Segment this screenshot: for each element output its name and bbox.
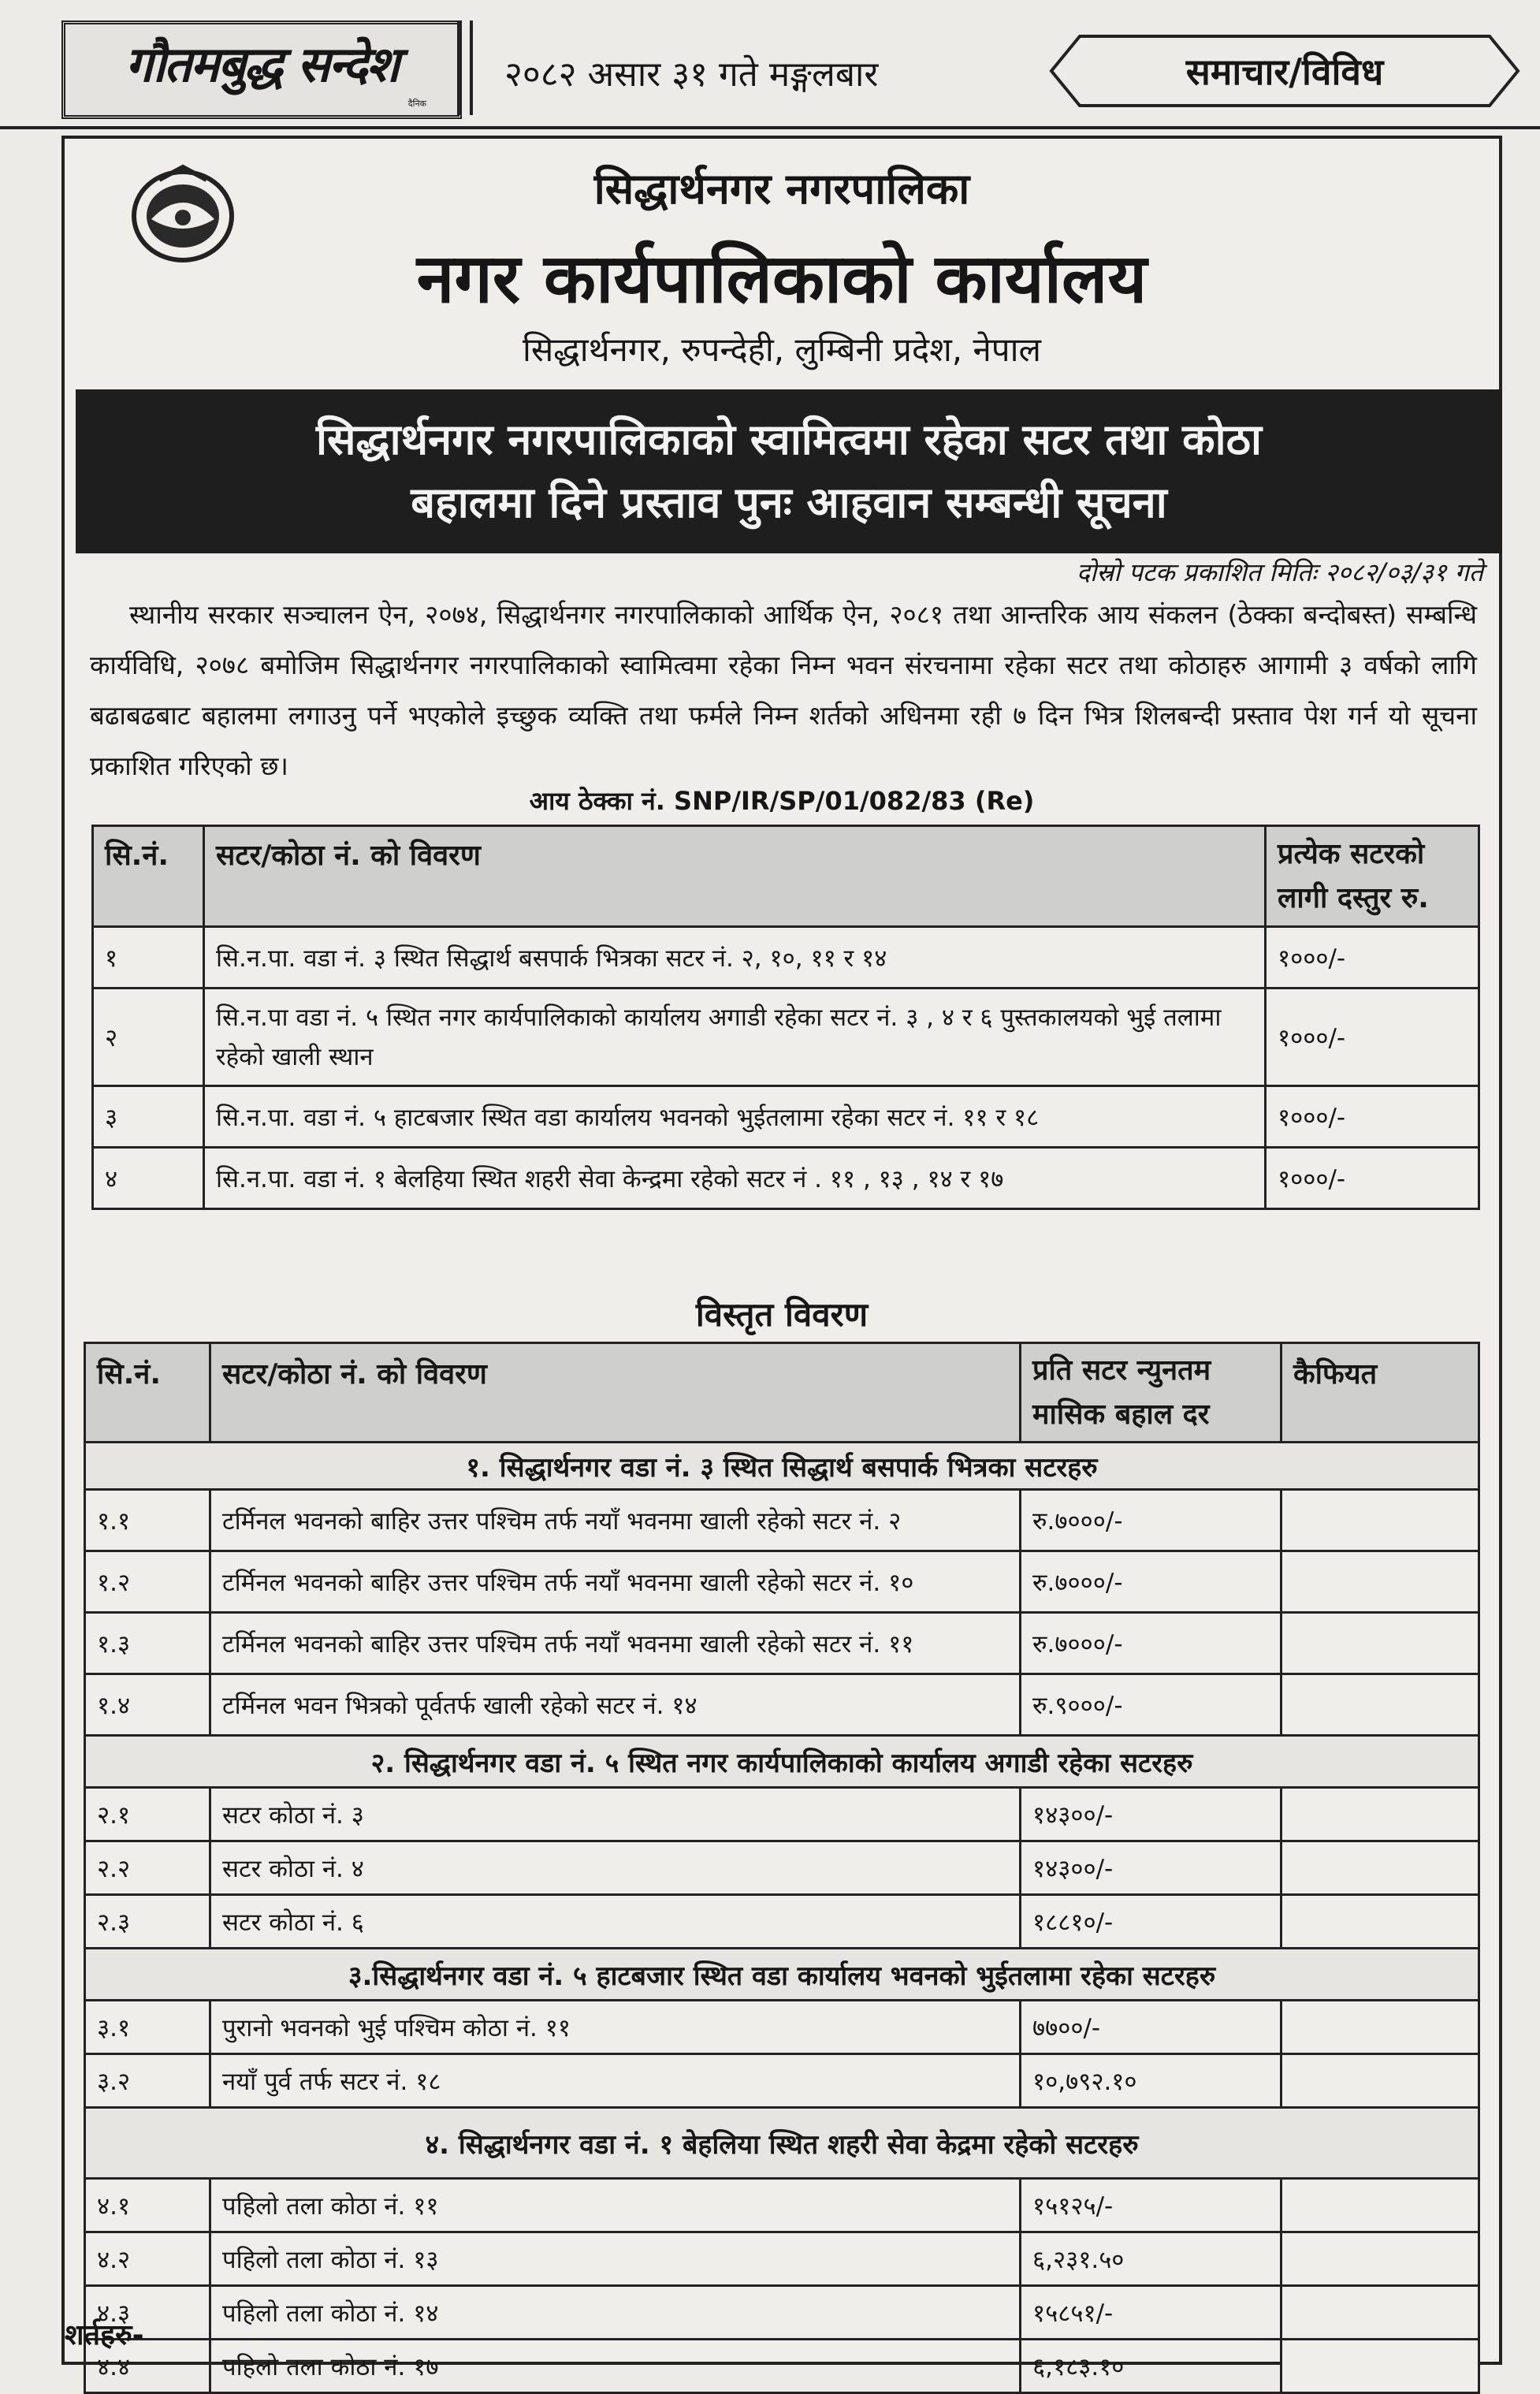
- rent-rate: रु.७०००/-: [1021, 1551, 1281, 1613]
- rent-remark: [1281, 2340, 1479, 2393]
- rent-remark: [1281, 2232, 1479, 2286]
- rent-sn: १.३: [85, 1613, 210, 1674]
- rent-remark: [1281, 1490, 1479, 1551]
- rent-table-header-sn: सि.नं.: [85, 1343, 210, 1443]
- notice-title-banner: [76, 389, 1502, 553]
- fee-table-header-row: [93, 826, 1479, 927]
- issue-date: २०८२ असार ३१ गते मङ्गलबार: [504, 54, 879, 95]
- table-row: [93, 1086, 1479, 1148]
- rent-desc: पहिलो तला कोठा नं. ११: [210, 2179, 1021, 2232]
- terms-heading: शर्तहरु-: [65, 2319, 144, 2351]
- office-address: सिद्धार्थनगर, रुपन्देही, लुम्बिनी प्रदेश, नेपाल: [522, 330, 1042, 369]
- table-row: [85, 1841, 1479, 1895]
- rent-rate: १०,७९२.१०: [1021, 2054, 1281, 2108]
- rent-sn: २.२: [85, 1841, 210, 1895]
- group-row: [85, 1736, 1479, 1788]
- table-row: [93, 989, 1479, 1086]
- group-title: ४. सिद्धार्थनगर वडा नं. १ बेहलिया स्थित शहरी सेवा केद्रमा रहेको सटरहरु: [85, 2108, 1479, 2179]
- rent-sn: २.३: [85, 1895, 210, 1949]
- rent-desc: टर्मिनल भवनको बाहिर उत्तर पश्चिम तर्फ नयाँ भवनमा खाली रहेको सटर नं. १०: [210, 1551, 1021, 1613]
- fee-desc: सि.न.पा वडा नं. ५ स्थित नगर कार्यपालिकाको कार्यालय अगाडी रहेका सटर नं. ३ , ४ र ६ पुस्तकालयको भुई तलामा रहेको खाली स्थान: [204, 989, 1266, 1086]
- rent-table-header-remark: कैफियत: [1281, 1343, 1479, 1443]
- newspaper-logo-sub: दैनिक: [407, 99, 426, 109]
- rent-sn: ४.३: [85, 2286, 210, 2340]
- rent-table-header-rate: प्रति सटर न्युनतम मासिक बहाल दर: [1021, 1343, 1281, 1443]
- fee-amount: १०००/-: [1266, 1148, 1479, 1209]
- fee-sn: ४: [93, 1148, 204, 1209]
- detail-section-title: विस्तृत विवरण: [695, 1295, 869, 1334]
- table-row: [93, 927, 1479, 989]
- table-row: [85, 1551, 1479, 1613]
- rent-sn: १.४: [85, 1674, 210, 1736]
- table-row: [85, 1895, 1479, 1949]
- notice-intro-paragraph: स्थानीय सरकार सञ्चालन ऐन, २०७४, सिद्धार्थनगर नगरपालिकाको आर्थिक ऐन, २०८१ तथा आन्तरिक आय संकलन (ठेक्का बन्दोबस्त) सम्बन्धि कार्यविधि, २०७८ बमोजिम सिद्धार्थनगर नगरपालिकाको स्वामित्वमा रहेका निम्न भवन संरचनामा रहेका सटर तथा कोठाहरु आगामी ३ वर्षको लागि बढाबढबाट बहालमा लगाउनु पर्ने भएकोले इच्छुक व्यक्ति तथा फर्मले निम्न शर्तको अधिनमा रही ७ दिन भित्र शिलबन्दी प्रस्ताव पेश गर्न यो सूचना प्रकाशित गरिएको छ।: [90, 599, 1477, 781]
- rent-remark: [1281, 1674, 1479, 1736]
- table-row: [85, 2286, 1479, 2340]
- fee-sn: ३: [93, 1086, 204, 1148]
- table-row: [85, 2232, 1479, 2286]
- group-title: ३.सिद्धार्थनगर वडा नं. ५ हाटबजार स्थित वडा कार्यालय भवनको भुईतलामा रहेका सटरहरु: [85, 1949, 1479, 2001]
- fee-desc: सि.न.पा. वडा नं. ३ स्थित सिद्धार्थ बसपार्क भित्रका सटर नं. २, १०, ११ र १४: [204, 927, 1266, 989]
- office-name: नगर कार्यपालिकाको कार्यालय: [416, 240, 1148, 318]
- fee-table-header-sn: सि.नं.: [93, 826, 204, 927]
- group-row: [85, 1949, 1479, 2001]
- rent-remark: [1281, 2179, 1479, 2232]
- rent-remark: [1281, 1613, 1479, 1674]
- fee-sn: १: [93, 927, 204, 989]
- rent-rate: १५८५१/-: [1021, 2286, 1281, 2340]
- masthead-divider: [457, 20, 473, 115]
- section-tag-label: समाचार/विविध: [1185, 50, 1384, 93]
- rent-desc: टर्मिनल भवनको बाहिर उत्तर पश्चिम तर्फ नयाँ भवनमा खाली रहेको सटर नं. २: [210, 1490, 1021, 1551]
- rent-desc: सटर कोठा नं. ६: [210, 1895, 1021, 1949]
- group-title: १. सिद्धार्थनगर वडा नं. ३ स्थित सिद्धार्थ बसपार्क भित्रका सटरहरु: [85, 1443, 1479, 1490]
- notice-title-line2: बहालमा दिने प्रस्ताव पुनः आहवान सम्बन्धी सूचना: [411, 478, 1167, 527]
- newspaper-masthead: [0, 0, 1540, 129]
- table-row: [85, 2179, 1479, 2232]
- rent-remark: [1281, 1788, 1479, 1841]
- table-row: [93, 1148, 1479, 1209]
- rent-sn: ४.२: [85, 2232, 210, 2286]
- rent-sn: ३.१: [85, 2001, 210, 2054]
- rent-sn: २.१: [85, 1788, 210, 1841]
- rent-sn: ३.२: [85, 2054, 210, 2108]
- rent-rate: १४३००/-: [1021, 1841, 1281, 1895]
- rent-desc: टर्मिनल भवनको बाहिर उत्तर पश्चिम तर्फ नयाँ भवनमा खाली रहेको सटर नं. ११: [210, 1613, 1021, 1674]
- rent-sn: १.१: [85, 1490, 210, 1551]
- rent-sn: १.२: [85, 1551, 210, 1613]
- rent-remark: [1281, 2286, 1479, 2340]
- rent-rate: १८८१०/-: [1021, 1895, 1281, 1949]
- fee-desc: सि.न.पा. वडा नं. १ बेलहिया स्थित शहरी सेवा केन्द्रमा रहेको सटर नं . ११ , १३ , १४ र १७: [204, 1148, 1266, 1209]
- fee-desc: सि.न.पा. वडा नं. ५ हाटबजार स्थित वडा कार्यालय भवनको भुईतलामा रहेका सटर नं. ११ र १८: [204, 1086, 1266, 1148]
- rent-remark: [1281, 1841, 1479, 1895]
- rent-desc: सटर कोठा नं. ४: [210, 1841, 1021, 1895]
- group-row: [85, 1443, 1479, 1490]
- publication-date: दोस्रो पटक प्रकाशित मितिः २०८२/०३/३१ गते: [1077, 557, 1483, 587]
- tender-number: आय ठेक्का नं. SNP/IR/SP/01/082/83 (Re): [529, 786, 1035, 816]
- rent-table-header-row: [85, 1343, 1479, 1443]
- newspaper-logo-text: गौतमबुद्ध सन्देश: [125, 35, 399, 93]
- table-row: [85, 1490, 1479, 1551]
- public-notice: [61, 136, 1502, 2381]
- group-title: २. सिद्धार्थनगर वडा नं. ५ स्थित नगर कार्यपालिकाको कार्यालय अगाडी रहेका सटरहरु: [85, 1736, 1479, 1788]
- rent-rate: रु.७०००/-: [1021, 1490, 1281, 1551]
- fee-amount: १०००/-: [1266, 927, 1479, 989]
- rent-sn: ४.१: [85, 2179, 210, 2232]
- rent-desc: पहिलो तला कोठा नं. १४: [210, 2286, 1021, 2340]
- rent-rate: १५१२५/-: [1021, 2179, 1281, 2232]
- notice-title-line1: सिद्धार्थनगर नगरपालिकाको स्वामित्वमा रहेका सटर तथा कोठा: [315, 415, 1263, 464]
- fee-table-header-desc: सटर/कोठा नं. को विवरण: [204, 826, 1266, 927]
- rent-rate: १४३००/-: [1021, 1788, 1281, 1841]
- newspaper-logo: [61, 20, 462, 119]
- rent-remark: [1281, 1551, 1479, 1613]
- table-row: [85, 1788, 1479, 1841]
- rent-remark: [1281, 2001, 1479, 2054]
- fee-sn: २: [93, 989, 204, 1086]
- rent-desc: टर्मिनल भवन भित्रको पूर्वतर्फ खाली रहेको सटर नं. १४: [210, 1674, 1021, 1736]
- rent-desc: पहिलो तला कोठा नं. १३: [210, 2232, 1021, 2286]
- table-row: [85, 2054, 1479, 2108]
- rent-rate: ७७००/-: [1021, 2001, 1281, 2054]
- fee-table-header-fee: प्रत्येक सटरको लागी दस्तुर रु.: [1266, 826, 1479, 927]
- group-row: [85, 2108, 1479, 2179]
- fee-amount: १०००/-: [1266, 989, 1479, 1086]
- table-row: [85, 2001, 1479, 2054]
- rent-rate: रु.७०००/-: [1021, 1613, 1281, 1674]
- rent-rate: ६,२३१.५०: [1021, 2232, 1281, 2286]
- rent-desc: पहिलो तला कोठा नं. १७: [210, 2340, 1021, 2393]
- fee-table: [91, 825, 1480, 1210]
- section-tag: [1048, 33, 1521, 109]
- rent-desc: नयाँ पुर्व तर्फ सटर नं. १८: [210, 2054, 1021, 2108]
- org-name: सिद्धार्थनगर नगरपालिका: [593, 164, 970, 214]
- table-row: [85, 1613, 1479, 1674]
- rent-sn: ४.४: [85, 2340, 210, 2393]
- rent-detail-table: [84, 1342, 1480, 2394]
- table-row: [85, 2340, 1479, 2393]
- rent-desc: सटर कोठा नं. ३: [210, 1788, 1021, 1841]
- rent-remark: [1281, 2054, 1479, 2108]
- rent-rate: ६,१८३.१०: [1021, 2340, 1281, 2393]
- rent-remark: [1281, 1895, 1479, 1949]
- rent-rate: रु.९०००/-: [1021, 1674, 1281, 1736]
- table-row: [85, 1674, 1479, 1736]
- rent-desc: पुरानो भवनको भुई पश्चिम कोठा नं. ११: [210, 2001, 1021, 2054]
- fee-amount: १०००/-: [1266, 1086, 1479, 1148]
- rent-table-header-desc: सटर/कोठा नं. को विवरण: [210, 1343, 1021, 1443]
